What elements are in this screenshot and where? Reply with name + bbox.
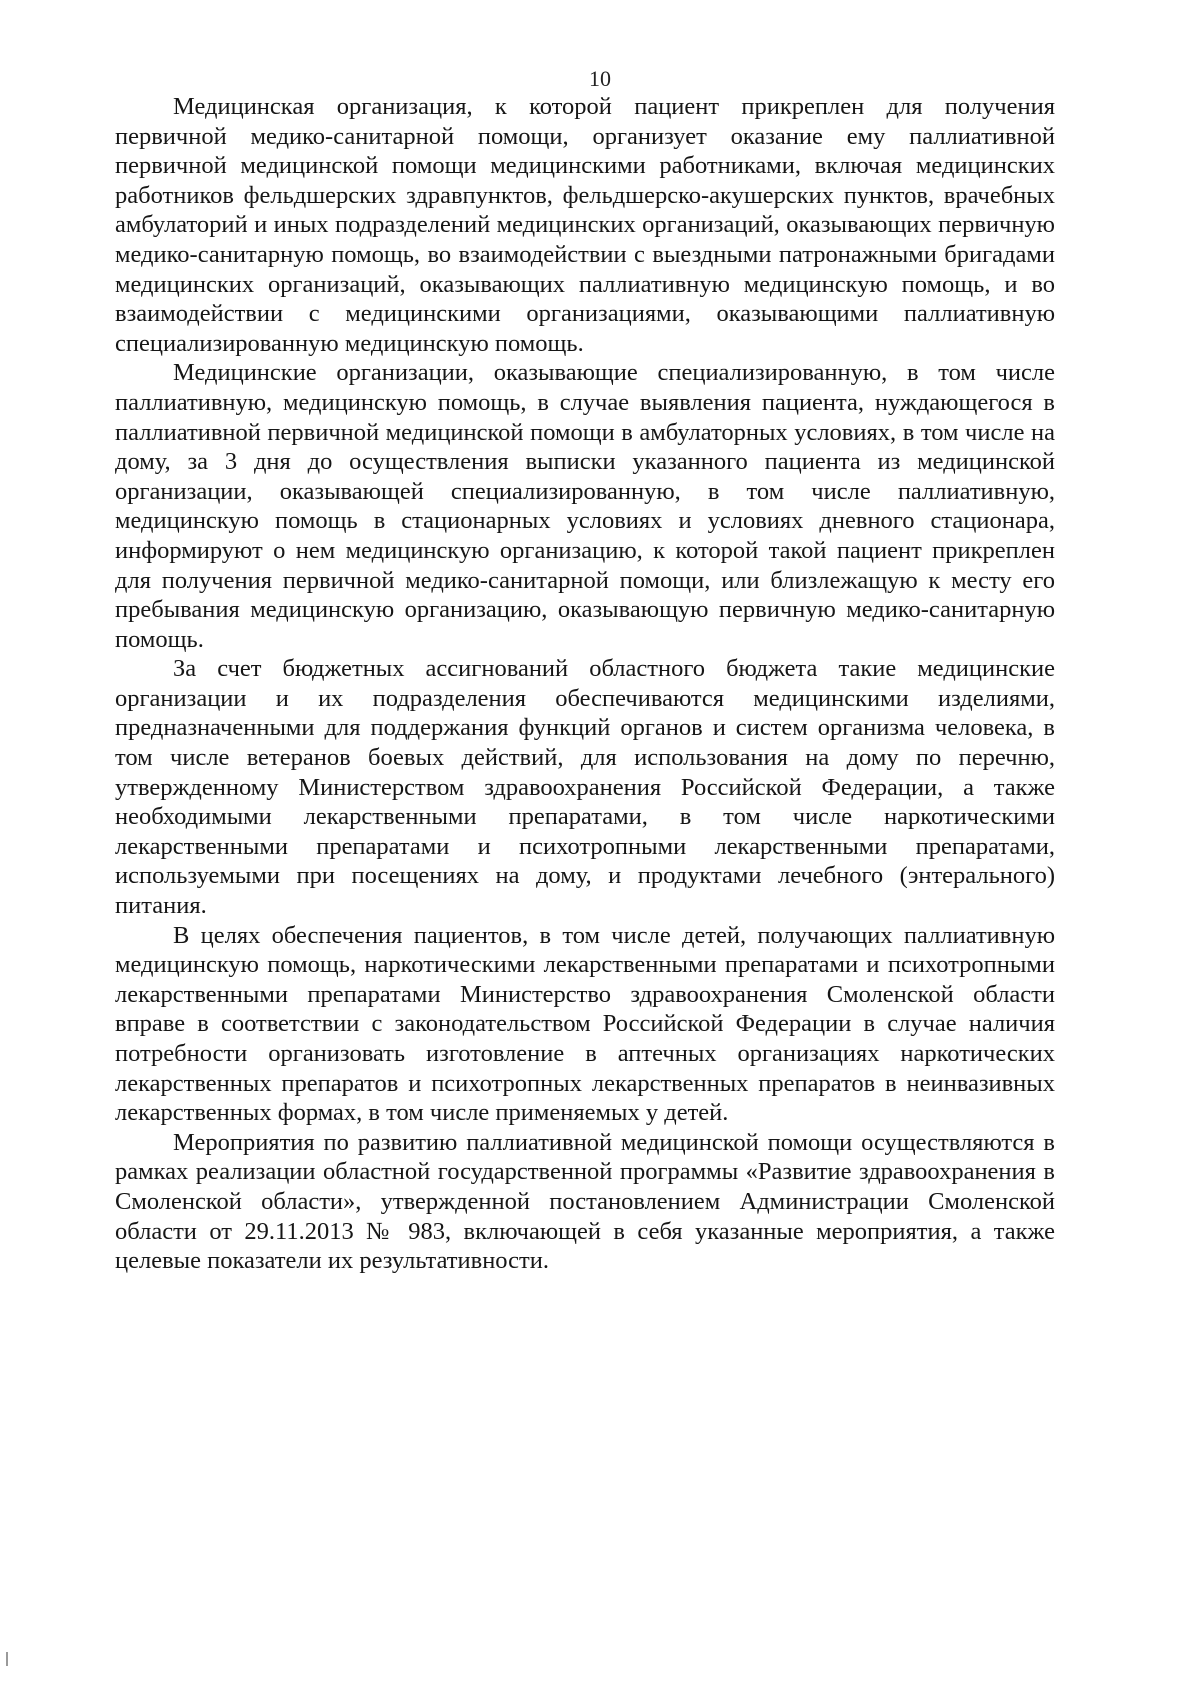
paragraph-discharge-notification: Медицинские организации, оказывающие специализированную, в том числе паллиативную, медицинскую помощь, в случае выявления пациента, нуждающегося в паллиативной первичной медицинской помощи в амбулаторных условиях, в том числе на дому, за 3 дня до осуществления выписки указанного пациента из медицинской организации, оказывающей специализированную, в том числе паллиативную, медицинскую помощь в стационарных условиях и условиях дневного стационара, информируют о нем медицинскую организацию, к которой такой пациент прикреплен для получения первичной медико-санитарной помощи, или близлежащую к месту его пребывания медицинскую организацию, оказывающую первичную медико-санитарную помощь.: [115, 359, 1055, 653]
page-number: 10: [589, 66, 611, 91]
paragraph-palliative-primary-care: Медицинская организация, к которой пациент прикреплен для получения первичной медико-санитарной помощи, организует оказание ему паллиативной первичной медицинской помощи медицинскими работниками, включая медицинских работников фельдшерских здравпунктов, фельдшерско-акушерских пунктов, врачебных амбулаторий и иных подразделений медицинских организаций, оказывающих первичную медико-санитарную помощь, во взаимодействии с выездными патронажными бригадами медицинских организаций, оказывающих паллиативную медицинскую помощь, и во взаимодействии с медицинскими организациями, оказывающими паллиативную специализированную медицинскую помощь.: [115, 93, 1055, 357]
scan-edge-mark: [6, 1652, 8, 1666]
paragraph-state-program: Мероприятия по развитию паллиативной медицинской помощи осуществляются в рамках реализации областной государственной программы «Развитие здравоохранения в Смоленской области», утвержденной постановлением Администрации Смоленской области от 29.11.2013 № 983, включающей в себя указанные мероприятия, а также целевые показатели их результативности.: [115, 1128, 1055, 1275]
document-body: [115, 92, 1055, 1276]
paragraph-narcotic-drugs: В целях обеспечения пациентов, в том числе детей, получающих паллиативную медицинскую помощь, наркотическими лекарственными препаратами и психотропными лекарственными препаратами Министерство здравоохранения Смоленской области вправе в соответствии с законодательством Российской Федерации в случае наличия потребности организовать изготовление в аптечных организациях наркотических лекарственных препаратов и психотропных лекарственных препаратов в неинвазивных лекарственных формах, в том числе применяемых у детей.: [115, 921, 1055, 1127]
paragraph-budget-provision: За счет бюджетных ассигнований областного бюджета такие медицинские организации и их подразделения обеспечиваются медицинскими изделиями, предназначенными для поддержания функций органов и систем организма человека, в том числе ветеранов боевых действий, для использования на дому по перечню, утвержденному Министерством здравоохранения Российской Федерации, а также необходимыми лекарственными препаратами, в том числе наркотическими лекарственными препаратами и психотропными лекарственными препаратами, используемыми при посещениях на дому, и продуктами лечебного (энтерального) питания.: [115, 655, 1055, 920]
